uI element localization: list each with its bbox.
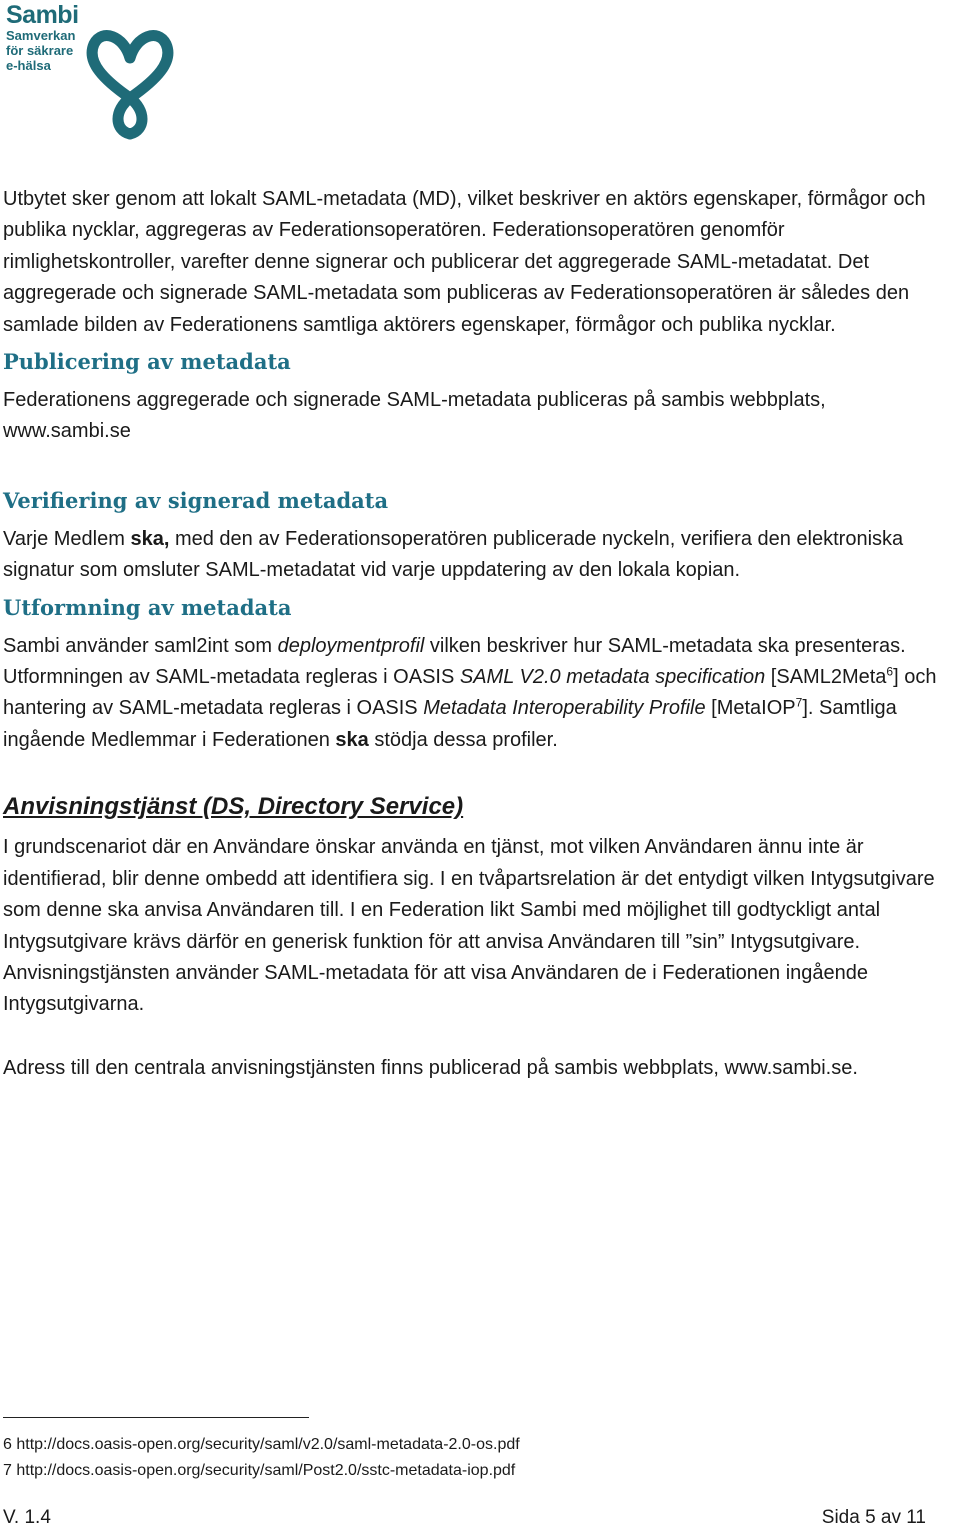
utformning-italic-3: Metadata Interoperability Profile: [423, 697, 706, 720]
logo-text: [6, 2, 79, 73]
main-content: [3, 184, 958, 1084]
utformning-text-2: vilken beskriver hur SAML-metadata ska presenteras. Utformningen av SAML-metadata regleras i OASIS: [3, 634, 906, 689]
logo-line-1: Samverkan: [6, 28, 76, 43]
sambi-logo: [6, 2, 176, 142]
intro-paragraph: Utbytet sker genom att lokalt SAML-metadata (MD), vilket beskriver en aktörs egenskaper, förmågor och publika nycklar, aggregeras av Federationsoperatören. Federationsoperatören genomför rimlighetskontroller, varefter denne signerar och publicerar det aggregerade SAML-metadatat. Det aggregerade och signerade SAML-metadata som publiceras av Federationsoperatören är således den samlade bilden av Federationens samtliga aktörers egenskaper, förmågor och publika nycklar.: [3, 188, 926, 336]
anvisning-paragraph-1: I grundscenariot där en Användare önskar använda en tjänst, mot vilken Användaren ännu inte är identifierad, blir denne ombedd att identifiera sig. I en tvåpartsrelation är det entydigt vilken Intygsutgivare som denne ska anvisa Användaren till. I en Federation likt Sambi med möjlighet till godtyckligt antal Intygsutgivare krävs därför en generisk funktion för att anvisa Användaren till ”sin” Intygsutgivare.: [3, 836, 935, 953]
logo-line-3: e-hälsa: [6, 58, 51, 73]
verifiering-emphasis: ska,: [130, 527, 170, 550]
verifiering-paragraph: [3, 524, 958, 587]
utformning-text-4: ] och hantering av SAML-metadata regleras i OASIS: [3, 666, 937, 720]
verifiering-text-2: med den av Federationsoperatören publicerade nyckeln, verifiera den elektroniska signatur som omsluter SAML-metadatat vid varje uppdatering av den lokala kopian.: [3, 527, 904, 582]
heading-utformning: Utformning av metadata: [3, 594, 292, 620]
utformning-text-6: ]. Samtliga ingående Medlemmar i Federationen: [3, 697, 897, 751]
heading-verifiering: Verifiering av signerad metadata: [3, 487, 389, 513]
heading-publicering: Publicering av metadata: [3, 349, 291, 375]
utformning-italic-1: deploymentprofil: [277, 634, 425, 657]
verifiering-text-1: Varje Medlem: [3, 527, 131, 550]
utformning-text-3: [SAML2Meta: [765, 666, 887, 689]
footnote-divider: [3, 1417, 309, 1418]
footnote-ref-6: 6: [886, 664, 894, 679]
logo-line-2: för säkrare: [6, 43, 74, 58]
page-footer: [3, 1505, 926, 1531]
publicering-paragraph: Federationens aggregerade och signerade SAML-metadata publiceras på sambis webbplats, www.sambi.se: [3, 389, 826, 443]
utformning-italic-2: SAML V2.0 metadata specification: [459, 666, 766, 689]
utformning-emphasis: ska: [335, 728, 369, 751]
heart-knot-logo-icon: [84, 18, 176, 142]
heading-anvisningstjanst: Anvisningstjänst (DS, Directory Service): [3, 793, 464, 821]
footer-page-number: Sida 5 av 11: [821, 1507, 926, 1528]
logo-name: Sambi: [6, 1, 79, 29]
utformning-paragraph: [3, 631, 958, 757]
utformning-text-5: [MetaIOP: [705, 697, 796, 720]
footer-version: V. 1.4: [3, 1507, 51, 1528]
footnote-6: 6 http://docs.oasis-open.org/security/saml/v2.0/saml-metadata-2.0-os.pdf: [3, 1436, 520, 1453]
footnote-7: 7 http://docs.oasis-open.org/security/saml/Post2.0/sstc-metadata-iop.pdf: [3, 1462, 516, 1479]
footnote-ref-7: 7: [795, 695, 803, 710]
footnotes: [3, 1432, 520, 1484]
anvisning-paragraph-3: Adress till den centrala anvisningstjänsten finns publicerad på sambis webbplats, www.sambi.se.: [3, 1056, 858, 1079]
utformning-text-7: stödja dessa profiler.: [368, 728, 558, 751]
utformning-text-1: Sambi använder saml2int som: [3, 634, 278, 657]
anvisning-paragraph-2: Anvisningstjänsten använder SAML-metadata för att visa Användaren de i Federationen ingående Intygsutgivarna.: [3, 961, 868, 1016]
